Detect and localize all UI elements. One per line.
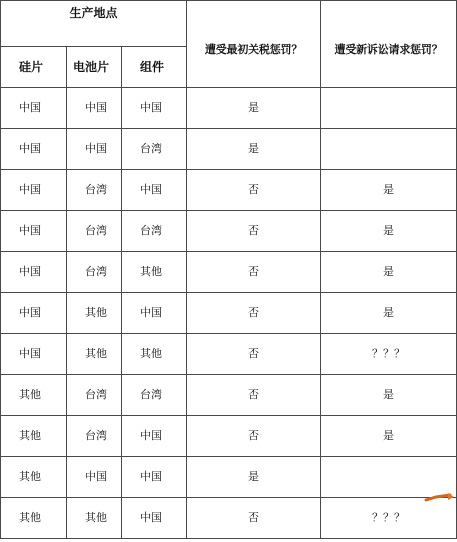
table-row — [1, 88, 457, 129]
table-row — [1, 375, 457, 416]
header-cell: 电池片 — [67, 47, 122, 88]
table-row — [1, 211, 457, 252]
cell-initial-duty: 是 — [187, 88, 321, 129]
cell-cell: 台湾 — [67, 416, 122, 457]
cell-module: 中国 — [122, 88, 187, 129]
cell-cell: 台湾 — [67, 211, 122, 252]
table-row — [1, 252, 457, 293]
table-row — [1, 334, 457, 375]
cell-new-petition: 是 — [321, 211, 457, 252]
cell-initial-duty: 否 — [187, 211, 321, 252]
cell-initial-duty: 是 — [187, 129, 321, 170]
cell-initial-duty: 否 — [187, 170, 321, 211]
cell-module: 台湾 — [122, 211, 187, 252]
cell-wafer: 中国 — [1, 211, 67, 252]
cell-wafer: 中国 — [1, 293, 67, 334]
cell-module: 中国 — [122, 170, 187, 211]
cell-initial-duty: 是 — [187, 457, 321, 498]
cell-new-petition: 是 — [321, 252, 457, 293]
header-wafer: 硅片 — [1, 47, 67, 88]
cell-cell: 其他 — [67, 293, 122, 334]
cell-new-petition: 是 — [321, 170, 457, 211]
cell-initial-duty: 否 — [187, 375, 321, 416]
cell-module: 其他 — [122, 252, 187, 293]
cell-module: 中国 — [122, 498, 187, 539]
table-body — [1, 88, 457, 539]
cell-new-petition: 是 — [321, 375, 457, 416]
cell-cell: 其他 — [67, 498, 122, 539]
cell-new-petition: 是 — [321, 293, 457, 334]
cell-new-petition: ？？？ — [321, 498, 457, 539]
cell-module: 中国 — [122, 457, 187, 498]
header-module: 组件 — [122, 47, 187, 88]
cell-wafer: 中国 — [1, 88, 67, 129]
table-row — [1, 457, 457, 498]
pen-cursor-icon — [424, 491, 456, 505]
header-initial-duty: 遭受最初关税惩罚？ — [187, 1, 321, 88]
cell-new-petition — [321, 129, 457, 170]
header-production-location: 生产地点 — [1, 1, 187, 47]
cell-module: 台湾 — [122, 375, 187, 416]
cell-cell: 中国 — [67, 129, 122, 170]
cell-initial-duty: 否 — [187, 252, 321, 293]
cell-new-petition: 是 — [321, 416, 457, 457]
cell-initial-duty: 否 — [187, 293, 321, 334]
cell-initial-duty: 否 — [187, 416, 321, 457]
cell-wafer: 其他 — [1, 375, 67, 416]
cell-wafer: 其他 — [1, 416, 67, 457]
cell-module: 台湾 — [122, 129, 187, 170]
cell-module: 中国 — [122, 293, 187, 334]
cell-module: 中国 — [122, 416, 187, 457]
cell-cell: 其他 — [67, 334, 122, 375]
cell-wafer: 中国 — [1, 252, 67, 293]
header-row-1 — [1, 1, 457, 47]
table-row — [1, 498, 457, 539]
table-row — [1, 293, 457, 334]
cell-new-petition — [321, 88, 457, 129]
cell-new-petition: ？？？ — [321, 334, 457, 375]
cell-cell: 中国 — [67, 457, 122, 498]
cell-wafer: 中国 — [1, 334, 67, 375]
cell-cell: 台湾 — [67, 170, 122, 211]
cell-module: 其他 — [122, 334, 187, 375]
cell-wafer: 中国 — [1, 170, 67, 211]
cell-cell: 台湾 — [67, 252, 122, 293]
table-row — [1, 416, 457, 457]
cell-cell: 台湾 — [67, 375, 122, 416]
cell-wafer: 其他 — [1, 498, 67, 539]
cell-wafer: 中国 — [1, 129, 67, 170]
cell-initial-duty: 否 — [187, 334, 321, 375]
cell-wafer: 其他 — [1, 457, 67, 498]
table-row — [1, 129, 457, 170]
cell-initial-duty: 否 — [187, 498, 321, 539]
header-new-petition: 遭受新诉讼请求惩罚？ — [321, 1, 457, 88]
table-row — [1, 170, 457, 211]
cell-cell: 中国 — [67, 88, 122, 129]
